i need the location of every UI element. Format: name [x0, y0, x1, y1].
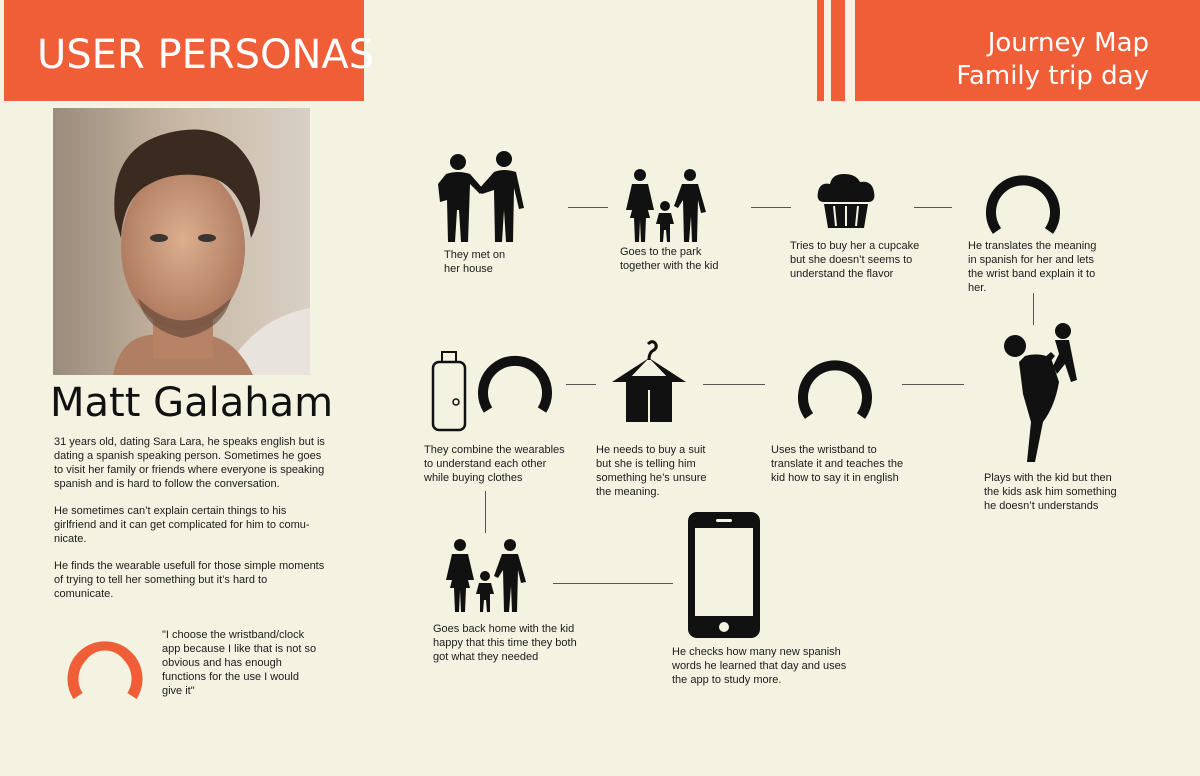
dress-hanger-icon: [610, 340, 688, 426]
step-caption: He checks how many new spanish words he learned that day and uses the app to study more.: [672, 646, 847, 686]
journey-map-title: Journey Map: [987, 28, 1149, 58]
step-caption: Plays with the kid but then the kids ask him something he doesn’t understands: [984, 472, 1117, 512]
step-caption: He needs to buy a suit but she is telling him something he’s unsure the meaning.: [596, 444, 707, 498]
step-caption: Tries to buy her a cupcake but she doesn’t seems to understand the flavor: [790, 240, 920, 280]
step-caption: Uses the wristband to translate it and teaches the kid how to say it in english: [771, 444, 904, 484]
wristband-icon: [983, 163, 1063, 235]
connector-line: [902, 384, 964, 385]
couple-icon: [438, 150, 528, 242]
family-icon: [444, 538, 528, 612]
step-caption: He translates the meaning in spanish for her and lets the wrist band explain it to her.: [968, 240, 1097, 294]
connector-line: [1033, 293, 1034, 325]
father-child-icon: [1003, 322, 1081, 462]
persona-quote: "I choose the wristband/clock app because I like that is not so obvious and has enough functions for the use I would give it": [162, 629, 317, 697]
page-title: USER PERSONAS: [37, 32, 375, 78]
connector-line: [553, 583, 673, 584]
step-caption: They combine the wearables to understand each other while buying clothes: [424, 444, 565, 484]
step-caption: Goes to the park together with the kid: [620, 246, 719, 272]
persona-bio: [54, 435, 329, 614]
cupcake-icon: [816, 172, 876, 228]
bio-paragraph: He finds the wearable usefull for those simple moments of trying to tell her something but it’s hard to comunicate.: [54, 560, 325, 600]
divider-stripe: [817, 0, 824, 101]
watch-wristband-icon: [430, 350, 556, 434]
connector-line: [566, 384, 596, 385]
wristband-icon: [62, 628, 148, 700]
persona-photo: [53, 108, 310, 375]
connector-line: [568, 207, 608, 208]
family-icon: [624, 168, 708, 242]
step-caption: They met on her house: [444, 249, 506, 275]
journey-map-subtitle: Family trip day: [956, 61, 1149, 91]
connector-line: [485, 491, 486, 533]
persona-name: Matt Galaham: [50, 380, 334, 426]
step-caption: Goes back home with the kid happy that this time they both got what they needed: [433, 623, 577, 663]
wristband-icon: [795, 348, 875, 420]
connector-line: [914, 207, 952, 208]
connector-line: [703, 384, 765, 385]
divider-stripe: [831, 0, 845, 101]
smartphone-icon: [688, 512, 760, 638]
connector-line: [751, 207, 791, 208]
bio-paragraph: He sometimes can’t explain certain things to his girlfriend and it can get complicated for him to comu-nicate.: [54, 505, 310, 545]
bio-paragraph: 31 years old, dating Sara Lara, he speaks english but is dating a spanish speaking person. Sometimes he goes to visit her family or friends where everyone is speaking spanish and is hard to follow the conversation.: [54, 436, 325, 490]
